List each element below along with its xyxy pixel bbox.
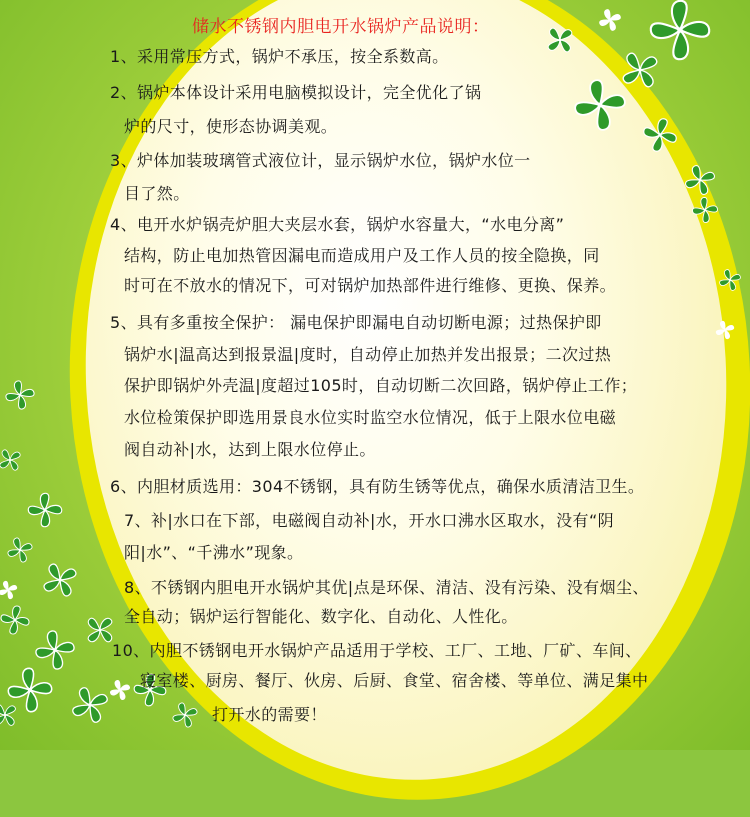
page-title: 储水不锈钢内胆电开水锅炉产品说明： — [192, 17, 490, 37]
description-line: 锅炉水|温高达到报景温|度时，自动停止加热并发出报景；二次过热 — [124, 345, 612, 364]
description-line: 水位检策保护即选用景良水位实时监空水位情况，低于上限水位电磁 — [124, 408, 617, 427]
description-line: 时可在不放水的情况下，可对锅炉加热部件进行维修、更换、保养。 — [124, 276, 617, 295]
description-line: 3、炉体加装玻璃管式液位计，显示锅炉水位，锅炉水位一 — [110, 151, 531, 170]
description-line: 结构，防止电加热管因漏电而造成用户及工作人员的按全隐换，同 — [124, 246, 600, 265]
description-line: 打开水的需要！ — [212, 705, 327, 724]
description-line: 5、具有多重按全保护： 漏电保护即漏电自动切断电源；过热保护即 — [110, 313, 602, 332]
description-line: 保护即锅炉外壳温|度超过105时，自动切断二次回路，锅炉停止工作； — [124, 376, 638, 395]
description-line: 炉的尺寸，使形态协调美观。 — [124, 117, 338, 136]
description-line: 全自动；锅炉运行智能化、数字化、自动化、人性化。 — [124, 607, 518, 626]
description-line: 寝室楼、厨房、餐厅、伙房、后厨、食堂、宿舍楼、等单位、满足集中 — [140, 671, 649, 690]
description-line: 10、内胆不锈钢电开水锅炉产品适用于学校、工厂、工地、厂矿、车间、 — [112, 641, 642, 660]
description-line: 6、内胆材质选用：304不锈钢，具有防生锈等优点，确保水质清洁卫生。 — [110, 477, 645, 496]
description-line: 1、采用常压方式，锅炉不承压，按全系数高。 — [110, 47, 449, 66]
description-line: 7、补|水口在下部，电磁阀自动补|水，开水口沸水区取水，没有“阴 — [124, 511, 615, 530]
description-line: 4、电开水炉锅壳炉胆大夹层水套，锅炉水容量大，“水电分离” — [110, 215, 565, 234]
description-line: 目了然。 — [124, 184, 190, 203]
description-line: 2、锅炉本体设计采用电脑模拟设计，完全优化了锅 — [110, 83, 482, 102]
description-line: 阀自动补|水，达到上限水位停止。 — [124, 440, 376, 459]
description-line: 阳|水”、“千沸水”现象。 — [124, 543, 304, 562]
description-line: 8、不锈钢内胆电开水锅炉其优|点是环保、清洁、没有污染、没有烟尘、 — [124, 578, 649, 597]
